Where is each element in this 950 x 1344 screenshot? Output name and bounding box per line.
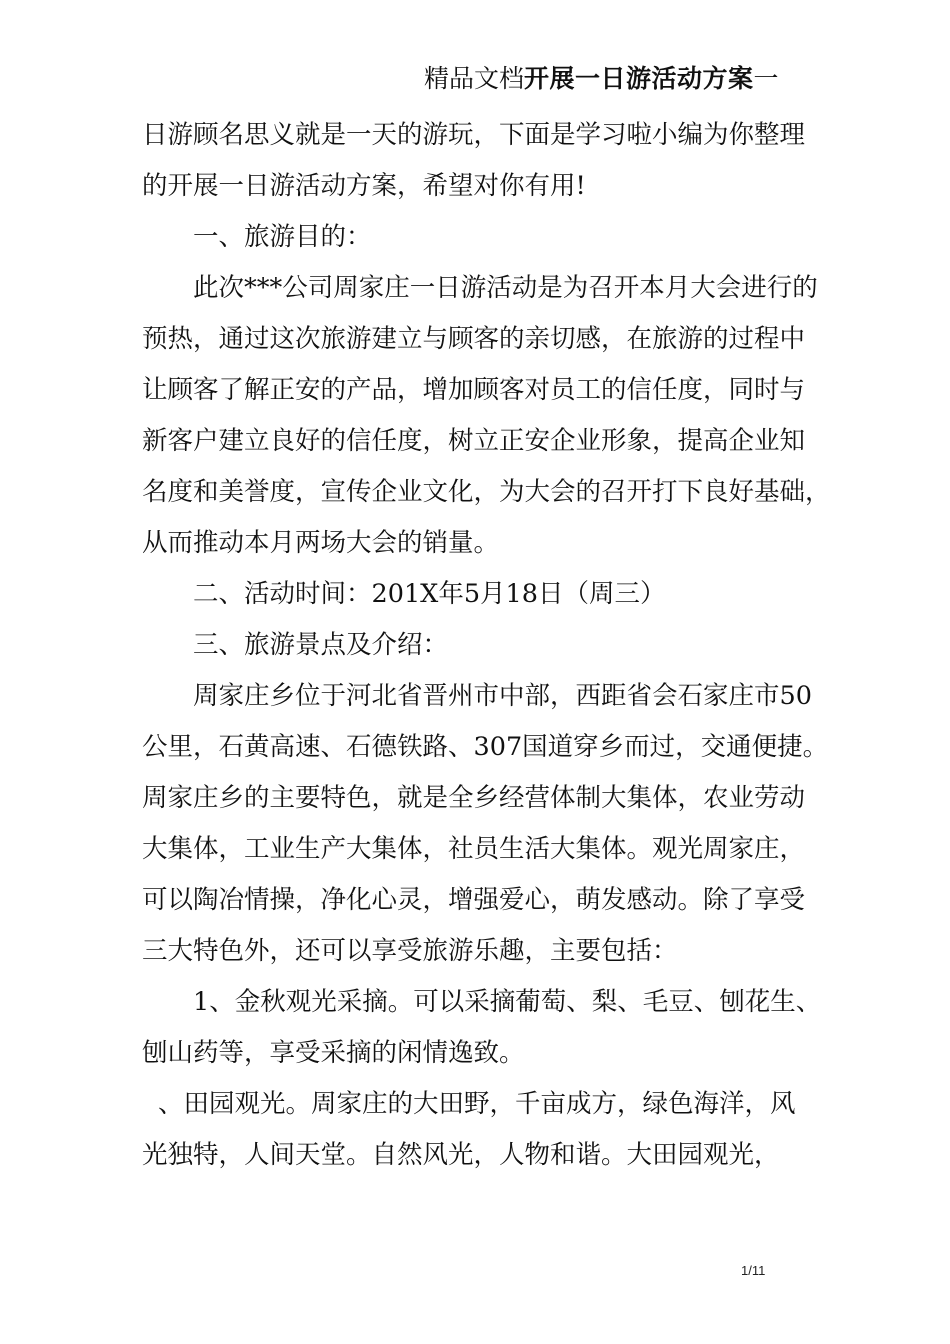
body-line: 从而推动本月两场大会的销量。: [142, 528, 500, 558]
body-line: 让顾客了解正安的产品，增加顾客对员工的信任度，同时与: [142, 375, 806, 405]
body-line: 三大特色外，还可以享受旅游乐趣，主要包括：: [142, 936, 678, 966]
body-line: 此次***公司周家庄一日游活动是为召开本月大会进行的: [193, 273, 818, 303]
header-prefix: 精品文档: [424, 64, 525, 93]
section-heading-purpose: 一、旅游目的：: [193, 222, 372, 252]
page-number: 1/11: [741, 1263, 766, 1278]
body-line: 可以陶冶情操，净化心灵，增强爱心，萌发感动。除了享受: [142, 885, 806, 915]
body-line: 名度和美誉度，宣传企业文化，为大会的召开打下良好基础，: [142, 477, 831, 507]
body-line: 预热，通过这次旅游建立与顾客的亲切感，在旅游的过程中: [142, 324, 806, 354]
body-line: 周家庄乡位于河北省晋州市中部，西距省会石家庄市50: [193, 681, 812, 711]
body-line: 光独特，人间天堂。自然风光，人物和谐。大田园观光，: [142, 1140, 780, 1170]
body-line: 大集体，工业生产大集体，社员生活大集体。观光周家庄，: [142, 834, 806, 864]
list-item: 、田园观光。周家庄的大田野，千亩成方，绿色海洋，风: [158, 1089, 796, 1119]
body-line: 新客户建立良好的信任度，树立正安企业形象，提高企业知: [142, 426, 806, 456]
body-line: 周家庄乡的主要特色，就是全乡经营体制大集体，农业劳动: [142, 783, 806, 813]
list-item: 1、金秋观光采摘。可以采摘葡萄、梨、毛豆、刨花生、: [193, 987, 822, 1017]
body-line: 的开展一日游活动方案，希望对你有用!: [142, 171, 586, 201]
body-line: 刨山药等，享受采摘的闲情逸致。: [142, 1038, 525, 1068]
header-trail: 一: [753, 64, 779, 93]
body-line: 公里，石黄高速、石德铁路、307国道穿乡而过，交通便捷。: [142, 732, 829, 762]
body-line: 日游顾名思义就是一天的游玩，下面是学习啦小编为你整理: [142, 120, 806, 150]
page-header: [424, 62, 779, 96]
section-heading-time: 二、活动时间：201X年5月18日（周三）: [193, 579, 666, 609]
document-title: 开展一日游活动方案: [524, 64, 754, 93]
document-body: [142, 112, 832, 1183]
section-heading-attractions: 三、旅游景点及介绍：: [193, 630, 449, 660]
